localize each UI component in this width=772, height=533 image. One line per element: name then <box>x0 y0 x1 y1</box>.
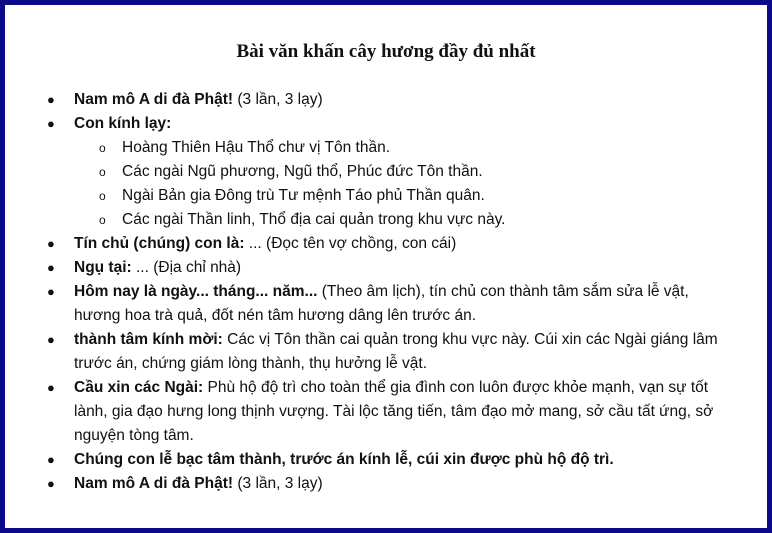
sub-item-text: Các ngài Thần linh, Thổ địa cai quản trong khu vực này. <box>122 211 506 228</box>
item-text: ... (Địa chỉ nhà) <box>131 259 242 276</box>
list-item <box>47 376 727 448</box>
item-bold-text: Con kính lạy: <box>74 115 172 132</box>
item-text: (3 lần, 3 lạy) <box>233 91 323 108</box>
sub-list-item <box>74 136 727 160</box>
circle-bullet-icon: o <box>99 165 106 179</box>
list-item <box>47 328 727 376</box>
item-text: (Theo âm lịch), tín chủ con thành tâm sắm sửa lễ vật, hương hoa trà quả, đốt nén tâm hương dâng lên trước án. <box>74 283 689 324</box>
item-bold-text: Chúng con lễ bạc tâm thành, trước án kính lễ, cúi xin được phù hộ độ trì. <box>74 451 614 468</box>
bullet-icon: ● <box>47 332 55 347</box>
list-item <box>47 232 727 256</box>
sub-item-text: Các ngài Ngũ phương, Ngũ thổ, Phúc đức Tôn thần. <box>122 163 483 180</box>
item-bold-text: Ngụ tại: <box>74 259 132 276</box>
sub-item-text: Hoàng Thiên Hậu Thổ chư vị Tôn thần. <box>122 139 391 156</box>
item-text: ... (Đọc tên vợ chồng, con cái) <box>244 235 457 252</box>
item-bold-text: Nam mô A di đà Phật! <box>74 91 234 108</box>
list-item <box>47 448 727 472</box>
item-bold-text: Hôm nay là ngày... tháng... năm... <box>74 283 318 300</box>
item-bold-text: Tín chủ (chúng) con là: <box>74 235 245 252</box>
sub-list-item <box>74 160 727 184</box>
list-item <box>47 88 727 112</box>
circle-bullet-icon: o <box>99 141 106 155</box>
bullet-icon: ● <box>47 236 55 251</box>
bullet-icon: ● <box>47 260 55 275</box>
document-title: Bài văn khấn cây hương đầy đủ nhất <box>236 41 536 62</box>
item-bold-text: Cầu xin các Ngài: <box>74 379 204 396</box>
bullet-icon: ● <box>47 116 55 131</box>
list-item <box>47 256 727 280</box>
bullet-icon: ● <box>47 92 55 107</box>
circle-bullet-icon: o <box>99 213 106 227</box>
bullet-icon: ● <box>47 380 55 395</box>
item-text: Phù hộ độ trì cho toàn thể gia đình con luôn được khỏe mạnh, vạn sự tốt lành, gia đạo hưng long thịnh vượng. Tài lộc tăng tiến, tâm đạo mở mang, sở cầu tất ứng, sở nguyện tòng tâm. <box>74 379 714 444</box>
document-body <box>47 88 727 496</box>
list-item <box>47 472 727 496</box>
prayer-list <box>47 88 727 496</box>
item-text: (3 lần, 3 lạy) <box>233 475 323 492</box>
circle-bullet-icon: o <box>99 189 106 203</box>
list-item <box>47 112 727 232</box>
sub-list-item <box>74 184 727 208</box>
item-text: Các vị Tôn thần cai quản trong khu vực này. Cúi xin các Ngài giáng lâm trước án, chứng giám lòng thành, thụ hưởng lễ vật. <box>74 331 718 372</box>
bullet-icon: ● <box>47 452 55 467</box>
bullet-icon: ● <box>47 284 55 299</box>
item-bold-text: thành tâm kính mời: <box>74 331 223 348</box>
bullet-icon: ● <box>47 476 55 491</box>
sub-item-text: Ngài Bản gia Đông trù Tư mệnh Táo phủ Thần quân. <box>122 187 485 204</box>
item-bold-text: Nam mô A di đà Phật! <box>74 475 234 492</box>
sub-list-item <box>74 208 727 232</box>
list-item <box>47 280 727 328</box>
sub-list <box>74 136 727 232</box>
